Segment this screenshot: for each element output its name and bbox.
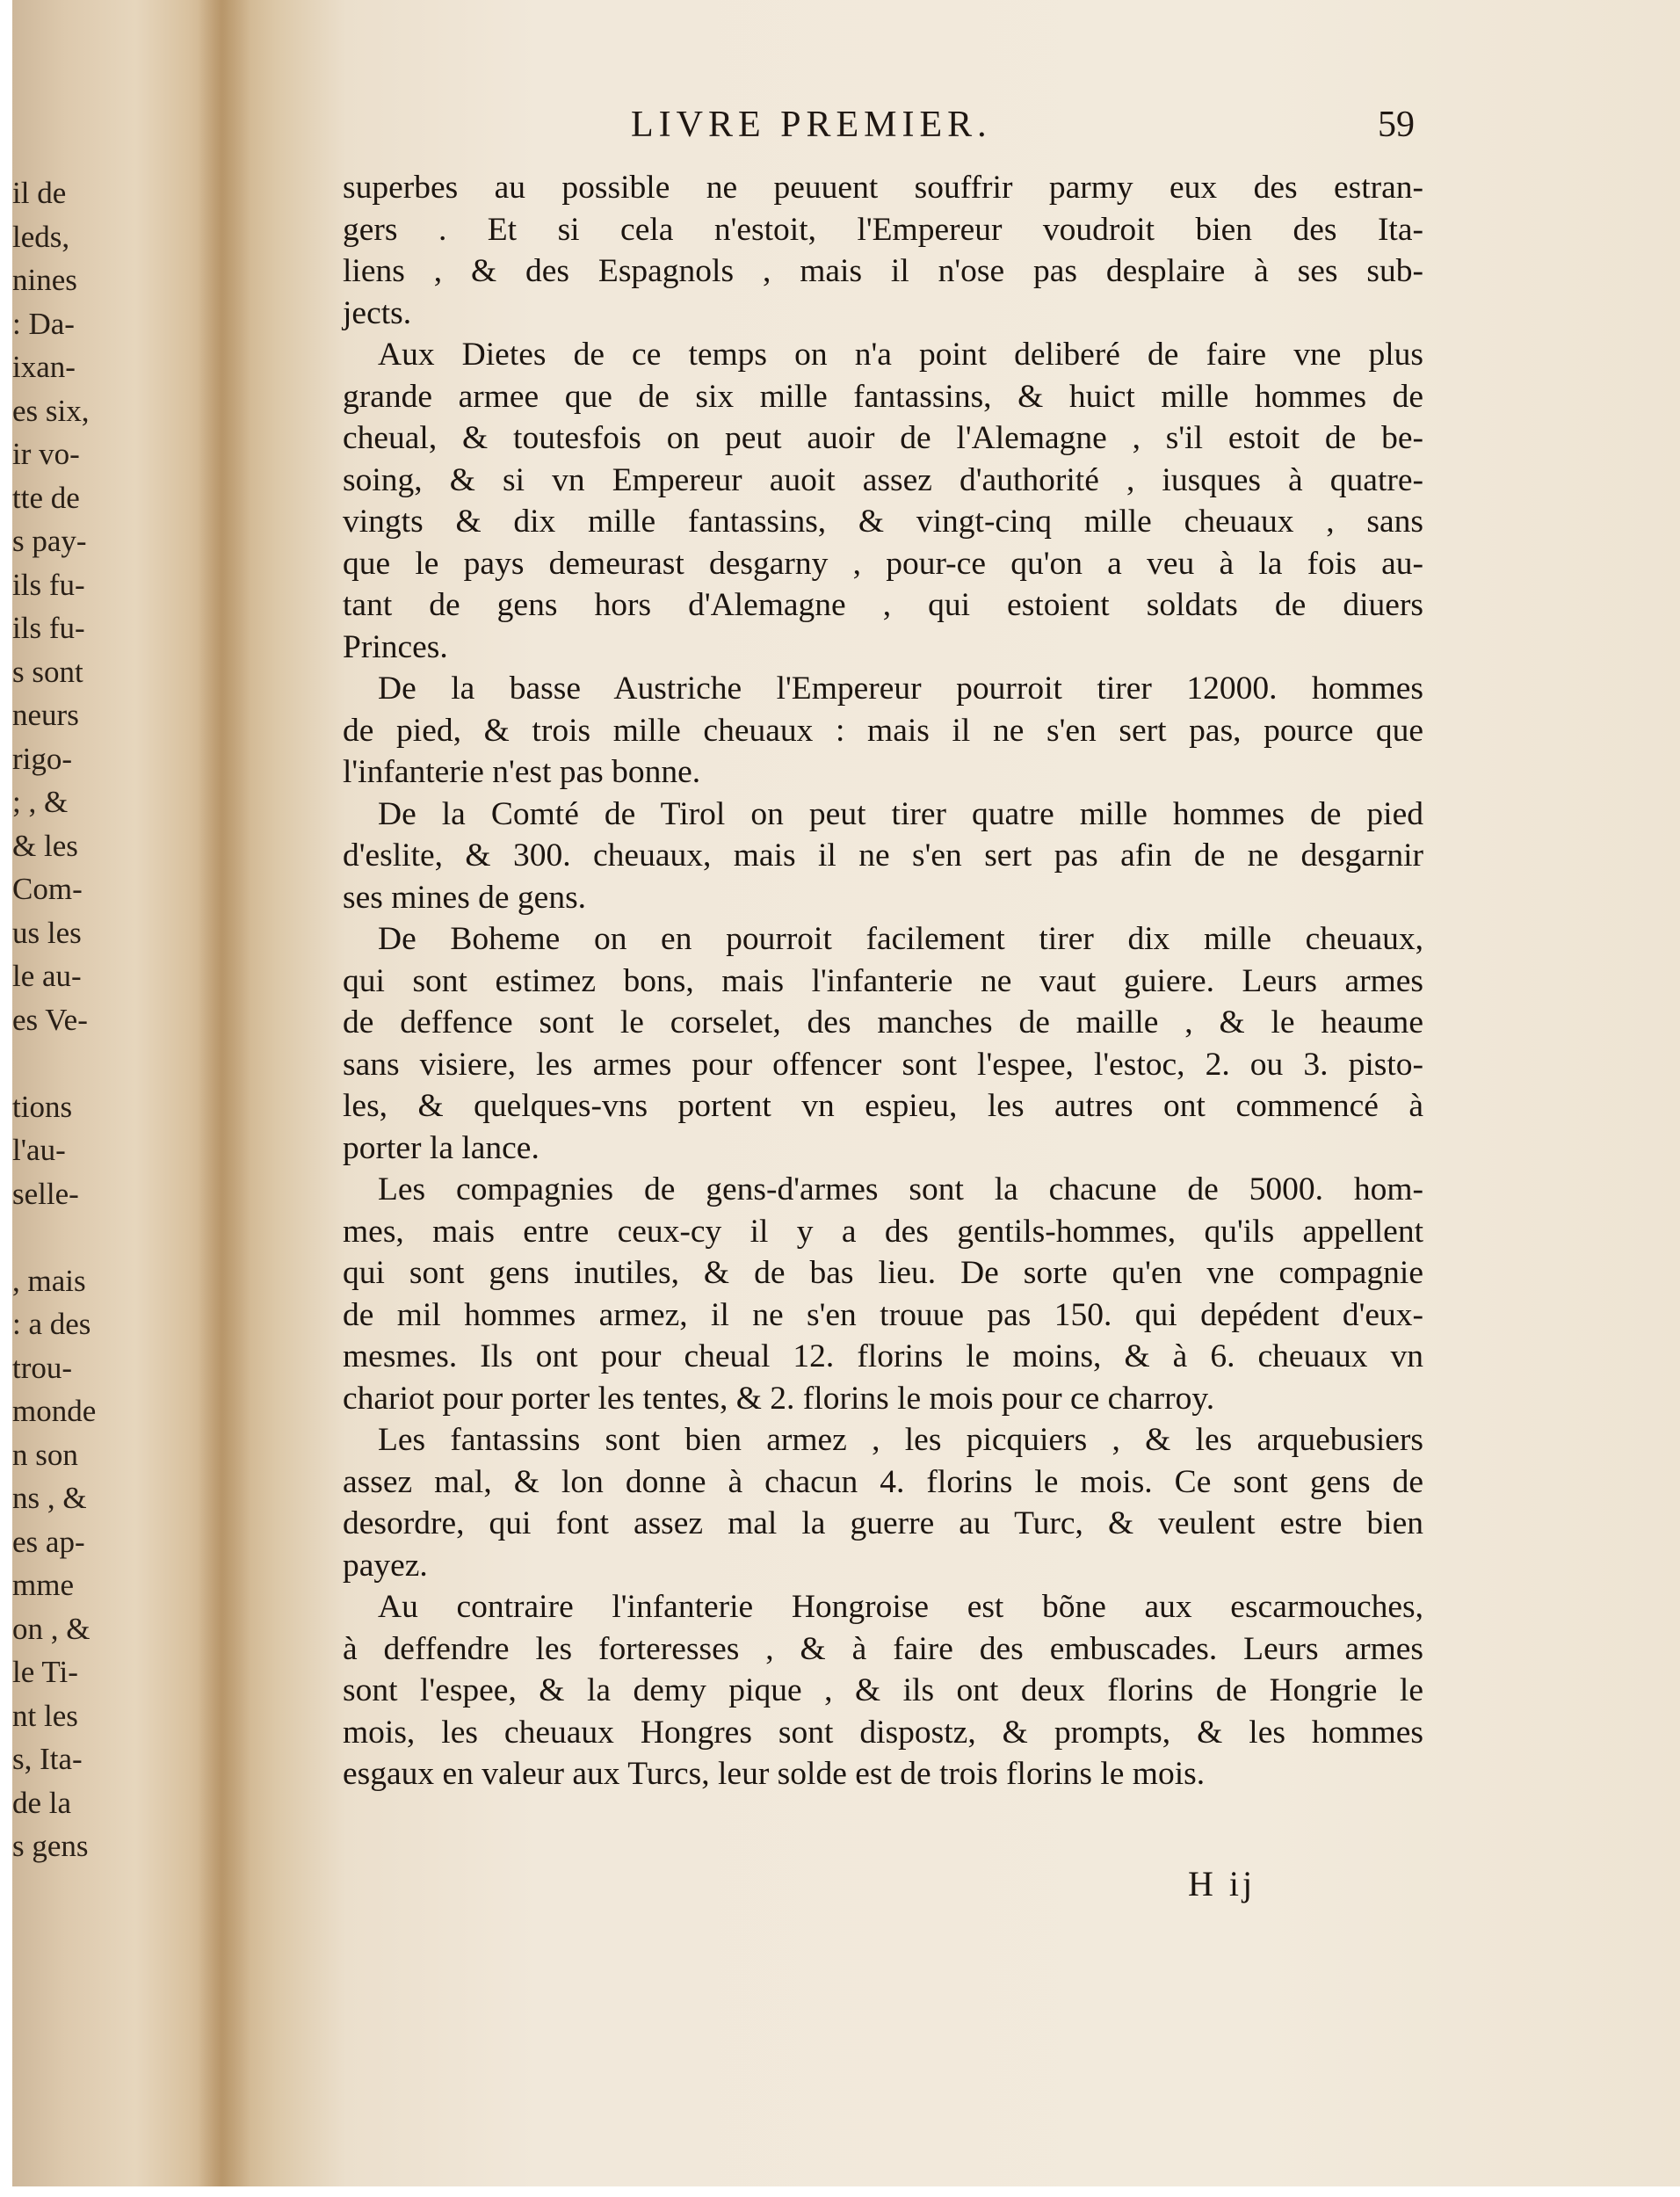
margin-fragment: us les	[12, 915, 82, 950]
margin-fragment: s gens	[12, 1829, 89, 1863]
margin-fragment: & les	[12, 828, 78, 863]
text-line: à deffendre les forteresses , & à faire des embuscades. Leurs armes	[343, 1630, 1423, 1667]
text-line: mes, mais entre ceux-cy il y a des gentils-hommes, qu'ils appellent	[343, 1213, 1423, 1250]
margin-fragment: le au-	[12, 959, 82, 993]
text-line: cheual, & toutesfois on peut auoir de l'Alemagne , s'il estoit de be-	[343, 420, 1423, 456]
margin-fragment: ; , &	[12, 785, 69, 819]
margin-fragment: leds,	[12, 219, 70, 254]
text-line: jects.	[343, 294, 412, 331]
margin-fragment: s sont	[12, 654, 83, 689]
text-line: d'eslite, & 300. cheuaux, mais il ne s'en sert pas afin de ne desgarnir	[343, 837, 1423, 874]
text-line: vingts & dix mille fantassins, & vingt-cinq mille cheuaux , sans	[343, 504, 1423, 540]
margin-fragment: es ap-	[12, 1524, 85, 1559]
margin-fragment: ir vo-	[12, 437, 80, 471]
margin-fragment: n son	[12, 1437, 78, 1472]
margin-fragment: es six,	[12, 393, 90, 428]
text-line: porter la lance.	[343, 1129, 539, 1166]
text-line: de mil hommes armez, il ne s'en trouue pas 150. qui depédent d'eux-	[343, 1296, 1423, 1333]
margin-fragment: nines	[12, 263, 77, 297]
margin-fragment: : Da-	[12, 306, 75, 341]
margin-fragment: : a des	[12, 1307, 91, 1341]
text-line: mois, les cheuaux Hongres sont dispostz, & prompts, & les hommes	[343, 1714, 1423, 1751]
margin-fragment: ils fu-	[12, 611, 85, 645]
text-line: esgaux en valeur aux Turcs, leur solde est de trois florins le mois.	[343, 1756, 1206, 1792]
text-line: soing, & si vn Empereur auoit assez d'authorité , iusques à quatre-	[343, 461, 1423, 498]
margin-fragment: ixan-	[12, 350, 76, 384]
text-line: assez mal, & lon donne à chacun 4. florins le mois. Ce sont gens de	[343, 1463, 1423, 1500]
text-line: Les fantassins sont bien armez , les picquiers , & les arquebusiers	[378, 1422, 1423, 1458]
text-line: grande armee que de six mille fantassins, & huict mille hommes de	[343, 378, 1423, 415]
text-line: Au contraire l'infanterie Hongroise est bõne aux escarmouches,	[378, 1589, 1423, 1625]
text-line: liens , & des Espagnols , mais il n'ose pas desplaire à ses sub-	[343, 253, 1423, 289]
text-line: chariot pour porter les tentes, & 2. florins le mois pour ce charroy.	[343, 1380, 1215, 1417]
signature-mark: H ij	[1188, 1864, 1256, 1903]
margin-fragment: rigo-	[12, 741, 73, 776]
running-head: LIVRE PREMIER.	[631, 105, 992, 145]
text-line: desordre, qui font assez mal la guerre au Turc, & veulent estre bien	[343, 1505, 1423, 1541]
margin-fragment: tte de	[12, 480, 80, 515]
previous-page-margin	[12, 171, 144, 1868]
margin-fragment: neurs	[12, 698, 79, 732]
binding-gutter	[198, 0, 250, 2186]
body-text	[343, 167, 1423, 1795]
margin-fragment: es Ve-	[12, 1002, 88, 1037]
text-line: superbes au possible ne peuuent souffrir parmy eux des estran-	[343, 170, 1423, 206]
text-line: les, & quelques-vns portent vn espieu, les autres ont commencé à	[343, 1088, 1423, 1124]
text-line: sans visiere, les armes pour offencer sont l'espee, l'estoc, 2. ou 3. pisto-	[343, 1046, 1423, 1083]
margin-fragment: monde	[12, 1394, 97, 1428]
text-line: que le pays demeurast desgarny , pour-ce qu'on a veu à la fois au-	[343, 545, 1423, 582]
margin-fragment: il de	[12, 176, 67, 210]
margin-fragment	[12, 1041, 144, 1085]
margin-fragment: l'au-	[12, 1133, 66, 1167]
text-line: Les compagnies de gens-d'armes sont la chacune de 5000. hom-	[378, 1171, 1423, 1207]
text-line: Princes.	[343, 628, 448, 665]
text-line: ses mines de gens.	[343, 879, 587, 916]
text-line: l'infanterie n'est pas bonne.	[343, 754, 701, 790]
margin-fragment: le Ti-	[12, 1655, 78, 1689]
margin-fragment: trou-	[12, 1350, 73, 1385]
margin-fragment: selle-	[12, 1176, 79, 1211]
text-line: qui sont estimez bons, mais l'infanterie ne vaut guiere. Leurs armes	[343, 962, 1423, 999]
margin-fragment: , mais	[12, 1263, 86, 1298]
page-number: 59	[1378, 105, 1415, 145]
text-line: De Boheme on en pourroit facilement tirer dix mille cheuaux,	[378, 921, 1423, 957]
margin-fragment: on , &	[12, 1611, 91, 1646]
margin-fragment: de la	[12, 1785, 72, 1820]
text-line: tant de gens hors d'Alemagne , qui estoient soldats de diuers	[343, 587, 1423, 623]
margin-fragment: tions	[12, 1089, 73, 1124]
margin-fragment: Com-	[12, 872, 83, 906]
margin-fragment: mme	[12, 1568, 74, 1602]
margin-fragment: s, Ita-	[12, 1742, 83, 1776]
text-line: de pied, & trois mille cheuaux : mais il ne s'en sert pas, pource que	[343, 712, 1423, 749]
margin-fragment	[12, 1215, 144, 1259]
text-line: sont l'espee, & la demy pique , & ils ont deux florins de Hongrie le	[343, 1672, 1423, 1708]
margin-fragment: s pay-	[12, 524, 87, 558]
margin-fragment: ils fu-	[12, 567, 85, 602]
text-line: gers . Et si cela n'estoit, l'Empereur voudroit bien des Ita-	[343, 211, 1423, 248]
text-line: Aux Dietes de ce temps on n'a point deliberé de faire vne plus	[378, 337, 1423, 373]
text-line: payez.	[343, 1547, 428, 1584]
text-line: qui sont gens inutiles, & de bas lieu. De sorte qu'en vne compagnie	[343, 1255, 1423, 1291]
text-line: mesmes. Ils ont pour cheual 12. florins le moins, & à 6. cheuaux vn	[343, 1338, 1423, 1374]
text-line: De la Comté de Tirol on peut tirer quatre mille hommes de pied	[378, 795, 1423, 832]
text-line: de deffence sont le corselet, des manches de maille , & le heaume	[343, 1004, 1423, 1040]
margin-fragment: nt les	[12, 1698, 78, 1733]
margin-fragment: ns , &	[12, 1481, 87, 1515]
text-line: De la basse Austriche l'Empereur pourroit tirer 12000. hommes	[378, 671, 1423, 707]
